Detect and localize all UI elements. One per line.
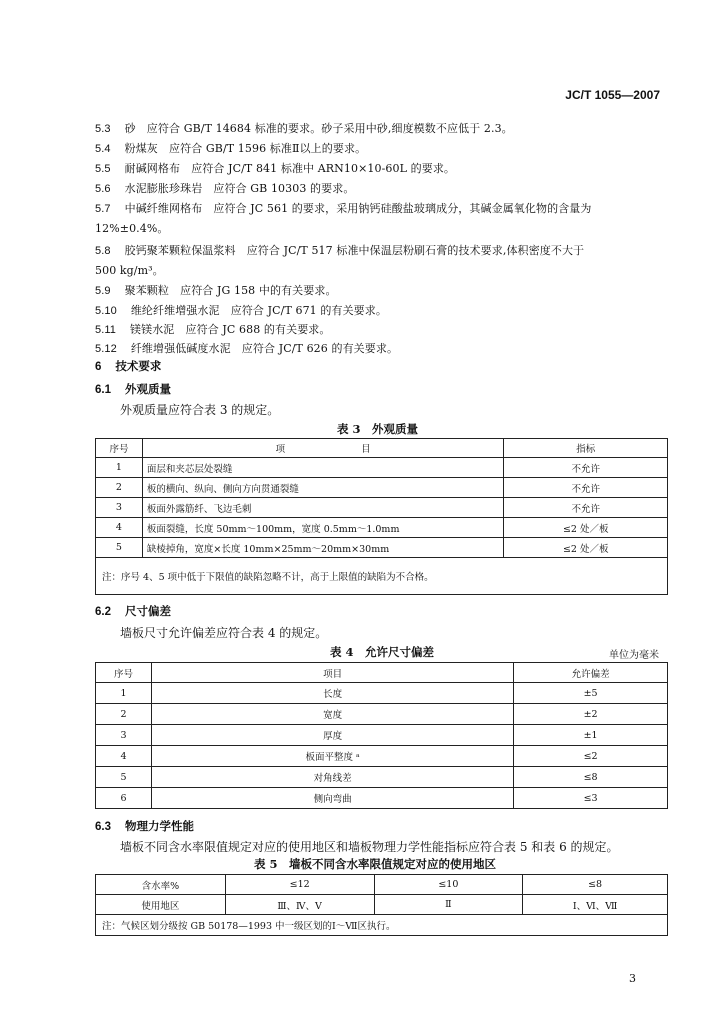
table-note-row	[96, 558, 668, 595]
table-cell: 侧向弯曲	[151, 788, 513, 809]
cell: ≤12	[225, 875, 374, 895]
table-cell: ≤2	[514, 746, 668, 767]
header-cell: 允许偏差	[514, 663, 668, 683]
table-cell: 2	[96, 478, 143, 498]
material-clause	[95, 262, 164, 278]
page-number: 3	[629, 972, 636, 985]
table-cell: 长度	[151, 683, 513, 704]
table-cell: 不允许	[504, 458, 668, 478]
table-row	[96, 498, 668, 518]
table-cell: 板的横向、纵向、侧向方向贯通裂缝	[142, 478, 504, 498]
table-cell: ±5	[514, 683, 668, 704]
material-clause	[95, 321, 331, 337]
material-clause	[95, 180, 354, 196]
section-6-3-paragraph: 墙板不同含水率限值规定对应的使用地区和墙板物理力学性能指标应符合表 5 和表 6 的规定。	[120, 840, 619, 854]
table-3-caption: 表 3 外观质量	[337, 422, 419, 436]
section-title: 外观质量	[125, 382, 171, 396]
table-cell: ±1	[514, 725, 668, 746]
table-note: 注：序号 4、5 项中低于下限值的缺陷忽略不计，高于上限值的缺陷为不合格。	[96, 558, 668, 595]
clause-text: 维纶纤维增强水泥 应符合 JC/T 671 的有关要求。	[130, 304, 387, 317]
material-clause	[95, 200, 592, 216]
table-cell: ≤2 处／板	[504, 518, 668, 538]
material-clause	[95, 242, 584, 258]
clause-number: 5.6	[95, 183, 111, 195]
section-number: 6	[95, 361, 102, 373]
table-cell: ≤8	[514, 767, 668, 788]
section-6-heading	[95, 358, 161, 374]
table-cell: 厚度	[151, 725, 513, 746]
standard-code-header: JC/T 1055—2007	[565, 88, 660, 102]
table-5	[95, 874, 668, 936]
table-cell: ±2	[514, 704, 668, 725]
section-number: 6.2	[95, 606, 111, 618]
table-header-row	[96, 439, 668, 458]
table-cell: 3	[96, 725, 152, 746]
table-cell: ≤3	[514, 788, 668, 809]
section-6-3-heading	[95, 818, 194, 834]
clause-number: 5.9	[95, 285, 111, 297]
table-5-caption: 表 5 墙板不同含水率限值规定对应的使用地区	[254, 857, 497, 871]
table-cell: 3	[96, 498, 143, 518]
clause-text: 聚苯颗粒 应符合 JG 158 中的有关要求。	[124, 284, 337, 297]
table-header-row	[96, 663, 668, 683]
clause-text: 粉煤灰 应符合 GB/T 1596 标准Ⅱ以上的要求。	[124, 142, 367, 155]
table-cell: 面层和夹芯层处裂缝	[142, 458, 504, 478]
row-label: 使用地区	[96, 895, 226, 915]
section-6-2-paragraph: 墙板尺寸允许偏差应符合表 4 的规定。	[120, 626, 328, 640]
material-clause	[95, 120, 513, 136]
table-row	[96, 538, 668, 558]
table-4-caption: 表 4 允许尺寸偏差	[330, 645, 435, 659]
clause-text: 胶钙聚苯颗粒保温浆料 应符合 JC/T 517 标准中保温层粉刷石膏的技术要求,体积密度不大于	[124, 244, 585, 257]
table-note: 注：气候区划分级按 GB 50178—1993 中一级区划的Ⅰ～Ⅶ区执行。	[96, 915, 668, 936]
table-row	[96, 518, 668, 538]
row-label: 含水率%	[96, 875, 226, 895]
region-row	[96, 895, 668, 915]
clause-text: 砂 应符合 GB/T 14684 标准的要求。砂子采用中砂,细度模数不应低于 2.3。	[124, 122, 513, 135]
clause-text: 纤维增强低碱度水泥 应符合 JC/T 626 的有关要求。	[130, 342, 399, 355]
moisture-row	[96, 875, 668, 895]
table-row	[96, 683, 668, 704]
material-clause	[95, 282, 337, 298]
clause-number: 5.11	[95, 324, 116, 336]
material-clause	[95, 220, 169, 236]
table-cell: 5	[96, 538, 143, 558]
table-row	[96, 746, 668, 767]
clause-number: 5.5	[95, 163, 111, 175]
table-cell: 不允许	[504, 498, 668, 518]
table-cell: 5	[96, 767, 152, 788]
section-number: 6.1	[95, 384, 111, 396]
section-title: 尺寸偏差	[125, 604, 171, 618]
table-note-row	[96, 915, 668, 936]
table-cell: 1	[96, 458, 143, 478]
table-cell: 4	[96, 746, 152, 767]
section-number: 6.3	[95, 821, 111, 833]
cell: ≤10	[374, 875, 523, 895]
table-row	[96, 725, 668, 746]
clause-number: 5.8	[95, 245, 111, 257]
section-title: 物理力学性能	[125, 819, 194, 833]
table-row	[96, 767, 668, 788]
table-cell: 缺棱掉角，宽度×长度 10mm×25mm～20mm×30mm	[142, 538, 504, 558]
table-cell: 板面外露筋纤、飞边毛刺	[142, 498, 504, 518]
clause-text: 12%±0.4%。	[95, 222, 169, 235]
table-cell: 宽度	[151, 704, 513, 725]
material-clause	[95, 160, 455, 176]
section-title: 技术要求	[115, 359, 162, 373]
material-clause	[95, 302, 387, 318]
header-cell: 项目	[151, 663, 513, 683]
table-row	[96, 788, 668, 809]
clause-number: 5.12	[95, 343, 117, 355]
cell: Ⅲ、Ⅳ、Ⅴ	[225, 895, 374, 915]
table-cell: 板面裂缝，长度 50mm～100mm，宽度 0.5mm～1.0mm	[142, 518, 504, 538]
table-row	[96, 478, 668, 498]
section-6-2-heading	[95, 603, 171, 619]
table-cell: ≤2 处／板	[504, 538, 668, 558]
section-6-1-paragraph: 外观质量应符合表 3 的规定。	[120, 403, 280, 417]
clause-number: 5.3	[95, 123, 111, 135]
cell: Ⅰ、Ⅵ、Ⅶ	[523, 895, 668, 915]
header-cell: 序号	[96, 439, 143, 458]
clause-text: 500 kg/m³。	[95, 264, 164, 277]
header-cell: 序号	[96, 663, 152, 683]
table-cell: 对角线差	[151, 767, 513, 788]
table-cell: 4	[96, 518, 143, 538]
material-clause	[95, 340, 398, 356]
cell: Ⅱ	[374, 895, 523, 915]
clause-text: 耐碱网格布 应符合 JC/T 841 标准中 ARN10×10-60L 的要求。	[124, 162, 456, 175]
table-3	[95, 438, 668, 595]
clause-text: 镁镁水泥 应符合 JC 688 的有关要求。	[130, 323, 331, 336]
clause-text: 水泥膨胀珍珠岩 应符合 GB 10303 的要求。	[124, 182, 355, 195]
clause-number: 5.4	[95, 143, 111, 155]
header-cell: 指标	[504, 439, 668, 458]
table-row	[96, 704, 668, 725]
clause-text: 中碱纤维网格布 应符合 JC 561 的要求，采用钠钙硅酸盐玻璃成分，其碱金属氧化物的含量为	[124, 202, 592, 215]
table-cell: 板面平整度 ᵃ	[151, 746, 513, 767]
table-4-unit: 单位为毫米	[609, 650, 659, 661]
clause-number: 5.7	[95, 203, 111, 215]
table-cell: 1	[96, 683, 152, 704]
header-cell: 项 目	[142, 439, 504, 458]
table-cell: 2	[96, 704, 152, 725]
cell: ≤8	[523, 875, 668, 895]
table-cell: 不允许	[504, 478, 668, 498]
table-row	[96, 458, 668, 478]
table-4	[95, 662, 668, 809]
material-clause	[95, 140, 366, 156]
table-cell: 6	[96, 788, 152, 809]
clause-number: 5.10	[95, 305, 117, 317]
section-6-1-heading	[95, 381, 171, 397]
